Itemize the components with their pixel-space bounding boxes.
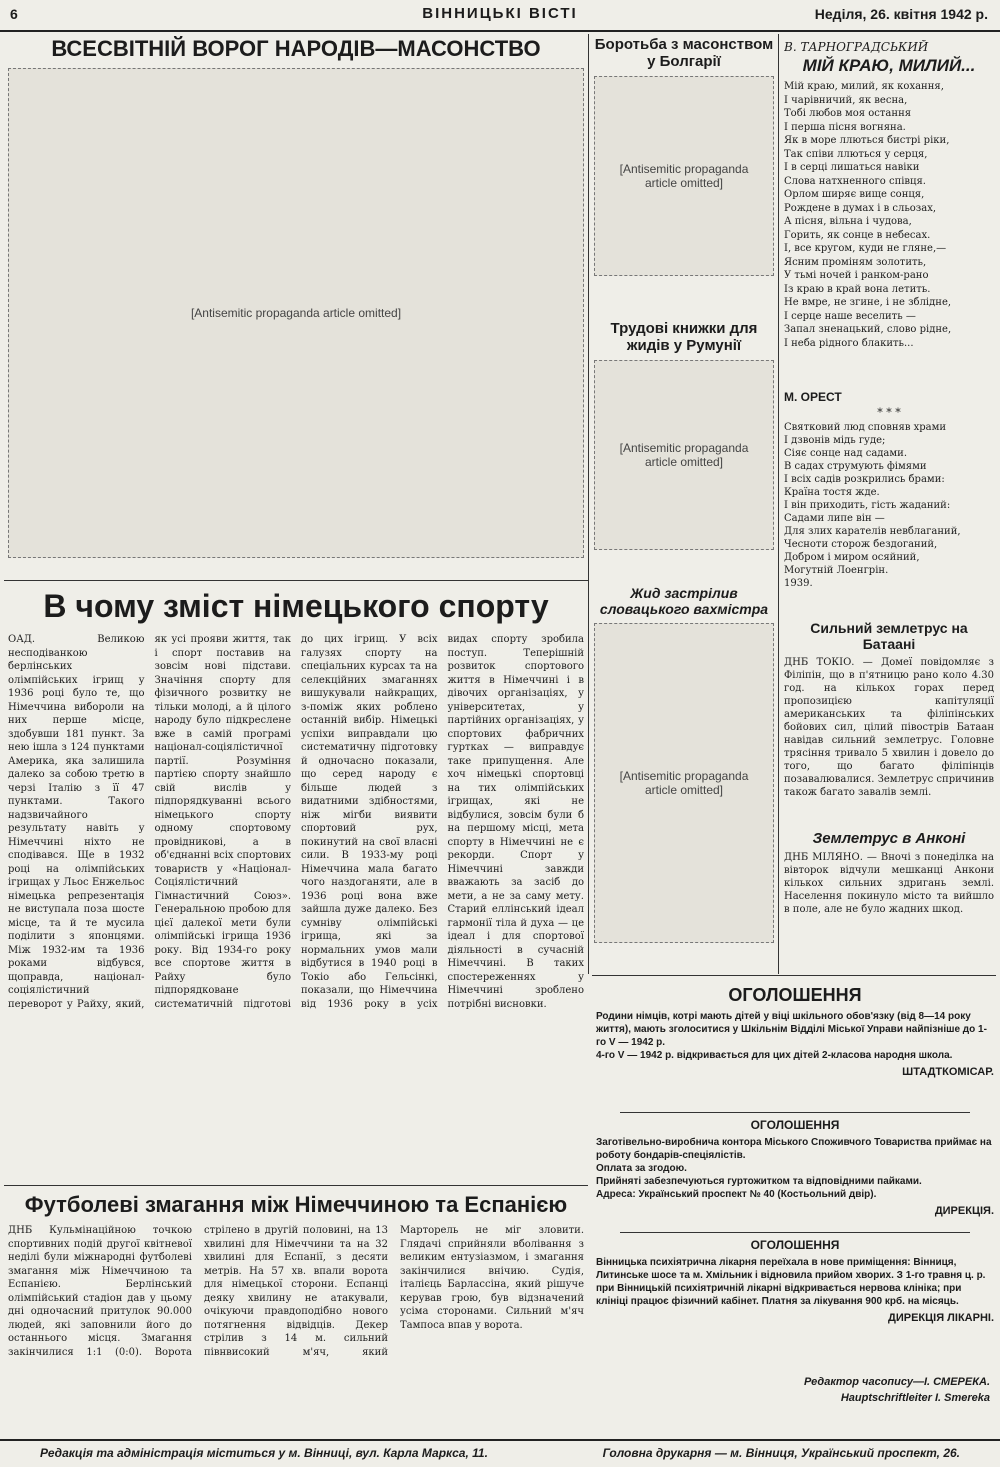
quake1-article	[784, 620, 994, 820]
ad1-text: Родини німців, котрі мають дітей у віці шкільного обов'язку (від 8—14 року життя), мають зголоситися у Шкільнім Відділі Міської Управи найпізніше до 1-го V — 1942 р. 4-го V — 1942 р. відкривається для цих дітей 2-класова народня школа.	[596, 1011, 987, 1061]
omitted-article-3-note: [Antisemitic propaganda article omitted]	[594, 360, 774, 550]
quake2-article	[784, 830, 994, 972]
omitted-article-2	[594, 36, 774, 306]
ad-rule	[620, 1232, 970, 1233]
poem-title: МІЙ КРАЮ, МИЛИЙ...	[802, 56, 976, 75]
poem-text: Мій краю, милий, як кохання, І чарівничий, як весна, Тобі любов моя остання І перша пісня вогняна. Як в море ллються бистрі ріки, Так співи ллються у серця, І в серці лишаться навіки Слова натхненного співця. Орлом ширяє вище сонця, Рождене в думах і в сльозах, А пісня, вільна і чудова, Горить, як сонце в небесах. І, все кругом, куди не гляне,— Ясним проміням золотить, У тьмі ночей і ранком-рано Із краю в край вона летить. Не вмре, не згине, і не зблідне, І серце наше веселить — Запал зненацький, слово рідне, І неба рідного блакить...	[784, 81, 952, 349]
editor-block	[700, 1372, 990, 1432]
footer-printer: Головна друкарня — м. Вінниця, Український проспект, 26.	[602, 1446, 960, 1460]
ads-section-title: ОГОЛОШЕННЯ	[728, 985, 862, 1005]
column-rule	[588, 34, 589, 974]
quake2-title: Землетрус в Анконі	[812, 830, 966, 847]
quake1-title: Сильний землетрус на Батаані	[810, 620, 968, 652]
football-text: ДНБ Кульмінаційною точкою спортивних подій другої квітневої неділі були міжнародні футболеві змагання між Німеччиною та Еспанією. Берлінський олімпійський стадіон дав у цьому дні одночасний притулок 90.000 людей, які заповнили його до останнього місця. Змагання закінчилися 1:1 (0:0). Ворота стрілено в другій половині, на 13 хвилині для Німеччини та на 32 хвилині для Еспанії, з десяти метрів. На 57 хв. впали ворота для німецької сторони. Еспанці деяку хвилину не атакували, очікуючи правдоподібно нового потягнення відвідців. Декер стрілив з 14 м. сильний півнвисокий м'яч, який Марторель не міг зловити. Глядачі сприйняли вболівання з великим ентузіазмом, і змагання закінчилися внічию. Судія, італієць Барлассіна, який рішуче керував грою, був відзначений усіма сторонами. Сильний м'яч Тампоса впав у ворота.	[8, 1225, 584, 1358]
section-rule	[592, 975, 996, 976]
footer	[0, 1439, 1000, 1467]
sport-title: В чому зміст німецького спорту	[43, 588, 549, 624]
ad-rule	[620, 1112, 970, 1113]
section-rule	[4, 1185, 588, 1186]
poem2-block	[784, 390, 994, 615]
ad-cooperative	[596, 1118, 994, 1228]
masthead	[0, 0, 1000, 32]
issue-date: Неділя, 26. квітня 1942 р.	[814, 6, 988, 22]
editor-line-ua: Редактор часопису—І. СМЕРЕКА.	[803, 1376, 990, 1388]
ad1-signature: ШТАДТКОМІСАР.	[902, 1066, 994, 1078]
poem-block	[784, 40, 994, 395]
ad2-signature: ДИРЕКЦІЯ.	[934, 1205, 994, 1217]
column-rule	[778, 34, 779, 974]
footer-address: Редакція та адміністрація міститься у м. Вінниці, вул. Карла Маркса, 11.	[40, 1446, 488, 1460]
football-title: Футболеві змагання між Німеччиною та Еспанією	[24, 1192, 568, 1217]
omitted-article-4-note: [Antisemitic propaganda article omitted]	[594, 623, 774, 943]
poem2-author: М. ОРЕСТ	[784, 390, 842, 404]
page-number: 6	[10, 6, 18, 22]
omitted-article-2-title: Боротьба з масонством у Болгарії	[594, 36, 774, 70]
poem2-text: Святковий люд сповняв храми І дзвонів мідь гуде; Сіяє сонце над садами. В садах струмують фімями І всіх садів розкрились брами: Країна тостя жде. І він приходить, гість жаданий: Садами липе він — Для злих карателів невблаганий, Чесноти сторож бездоганий, Добром і миром осяйний, Могутній Лоенгрін. 1939.	[784, 422, 961, 589]
poem-author: В. ТАРНОГРАДСЬКИЙ	[784, 40, 929, 54]
ad-hospital	[596, 1238, 994, 1358]
omitted-article-1-note: [Antisemitic propaganda article omitted]	[8, 68, 584, 558]
omitted-article-3	[594, 320, 774, 570]
omitted-article-3-title: Трудові книжки для жидів у Румунії	[610, 320, 758, 354]
sport-text: ОАД. Великою несподіванкою берлінських олімпійських ігрищ у 1936 році було те, що Німеччина вибороли на них перше місце, здобувши 181 пункт. За нею ішла з 124 пунктами Америка, яка залишила далеко за собою третю в черзі Італію з її 47 пунктами. Такого надзвичайного результату навіть у Німеччині ніхто не сподівався. Ще в 1932 році на олімпійських ігрищах у Льос Енжельос німецька репрезентація не виступала поза шосте місце, та й те мусила поділити з японцями. Між 1932-им та 1936 роками відбувся, щоправда, націонал-соціялістичний переворот у Райху, який, як усі прояви життя, так і спорт поставив на зовсім нові підстави. Значіння спорту для фізичного розвитку не тільки молоді, а й цілого народу було підкреслене вже в самій програмі націонал-соціялістичної партії. Розуміння партією спорту знайшло свій вислів у підпорядкуванні всього німецького спорту одному спортовому провідникові, а в об'єднанні всіх спортових товариств у «Націонал-Соціялістичний Гімнастичний Союз». Генеральною пробою для цієї далекої мети були олімпійські ігрища 1936 року. Від 1934-го року все спортове життя в Райху було підпорядковане систематичній підготові до цих ігрищ. У всіх галузях спорту на спеціальних курсах та на селекційних змаганнях вишукували найкращих, з-поміж яких роблено останній вибір. Німецькі успіхи виправдали цю систематичну підготовку й одночасно показали, що серед народу є більше людей з видатними здібностями, ніж мігби виявити спортовий рух, покинутий на свої власні сили. В 1933-му році Німеччина мала багато чого наздоганяти, але в 1936 році вона вже зайшла дуже далеко. Без сумніву олімпійські ігрища, які за нормальних умов мали відбутися в 1940 році в Токіо або Гельсінкі, показали, що Німеччина від 1936 року в усіх видах спорту зробила поступ. Теперішній розвиток спортового життя в Німеччині і в дівочих організаціях, у університетах, у партійних організаціях, у спортових фабричних гуртках — виправдує таке припущення. Але хоч німецькі спортовці на тих олімпійських ігрищах, які не відбулися, зовсім були б на першому місці, мета спорту в Німеччині не є рекорди. Спорт у Німеччині завжди вважають за засіб до мети, а не за саму мету. Старий еллінський ідеал гармонії тіла й духа — це ідеал і для спортової діяльності в сучасній Німеччині. В таких спостереженнях у Німеччині зроблено потрібні висновки.	[8, 634, 584, 1010]
sport-article	[8, 588, 584, 1178]
poem2-stars: * * *	[877, 406, 901, 419]
ad3-text: Вінницька психіятрична лікарня переїхала в нове приміщення: Вінниця, Литинське шосе та м. Хмільник і відновила прийом хворих. З 1-го травня ц. р. при Вінницькій психіятричній лікарні відкривається нервова клініка; при клініці працює фізичний кабінет. Платня за лікування 900 крб. на місяць.	[596, 1257, 986, 1307]
ad2-text: Заготівельно-виробнича контора Міського Споживчого Товариства приймає на роботу бондарів-спеціялістів. Оплата за згодою. Прийняті забезпечуються гуртожитком та відповідними пайками. Адреса: Український проспект № 40 (Костьольний двір).	[596, 1137, 992, 1200]
editor-line-de: Hauptschriftleiter I. Smereka	[840, 1392, 990, 1404]
omitted-article-4-title: Жид застрілив словацького вахмістра	[599, 585, 769, 617]
section-rule	[4, 580, 588, 581]
quake1-text: ДНБ ТОКІО. — Домеї повідомляє з Філіпін, що в п'ятницю рано коло 4.30 год. на кількох горах перед пропозицією капітуляції американських та філіпінських бойових сил, цілий півострів Батаан навідав сильний землетрус. Головне трясіння тривало 5 хвилин і довело до того, що багато філіпінців позавалювалися. Землетрус спричинив також багато завалів землі.	[784, 657, 994, 798]
ad2-title: ОГОЛОШЕННЯ	[750, 1118, 840, 1132]
ad-school	[596, 985, 994, 1105]
ad3-signature: ДИРЕКЦІЯ ЛІКАРНІ.	[887, 1312, 994, 1324]
football-article	[8, 1192, 584, 1437]
ad3-title: ОГОЛОШЕННЯ	[750, 1238, 840, 1252]
omitted-article-1-title: ВСЕСВІТНІЙ ВОРОГ НАРОДІВ—МАСОНСТВО	[51, 36, 541, 61]
omitted-article-2-note: [Antisemitic propaganda article omitted]	[594, 76, 774, 276]
omitted-article-4	[594, 585, 774, 970]
quake2-text: ДНБ МІЛЯНО. — Вночі з понеділка на вівторок відчули мешканці Анкони кількох сильних здригань землі. Населення покинуло місто та вийшло в поле, але не було жадних шкод.	[784, 852, 994, 915]
paper-name: ВІННИЦЬКІ ВІСТІ	[422, 5, 578, 22]
omitted-article-1	[8, 36, 584, 576]
